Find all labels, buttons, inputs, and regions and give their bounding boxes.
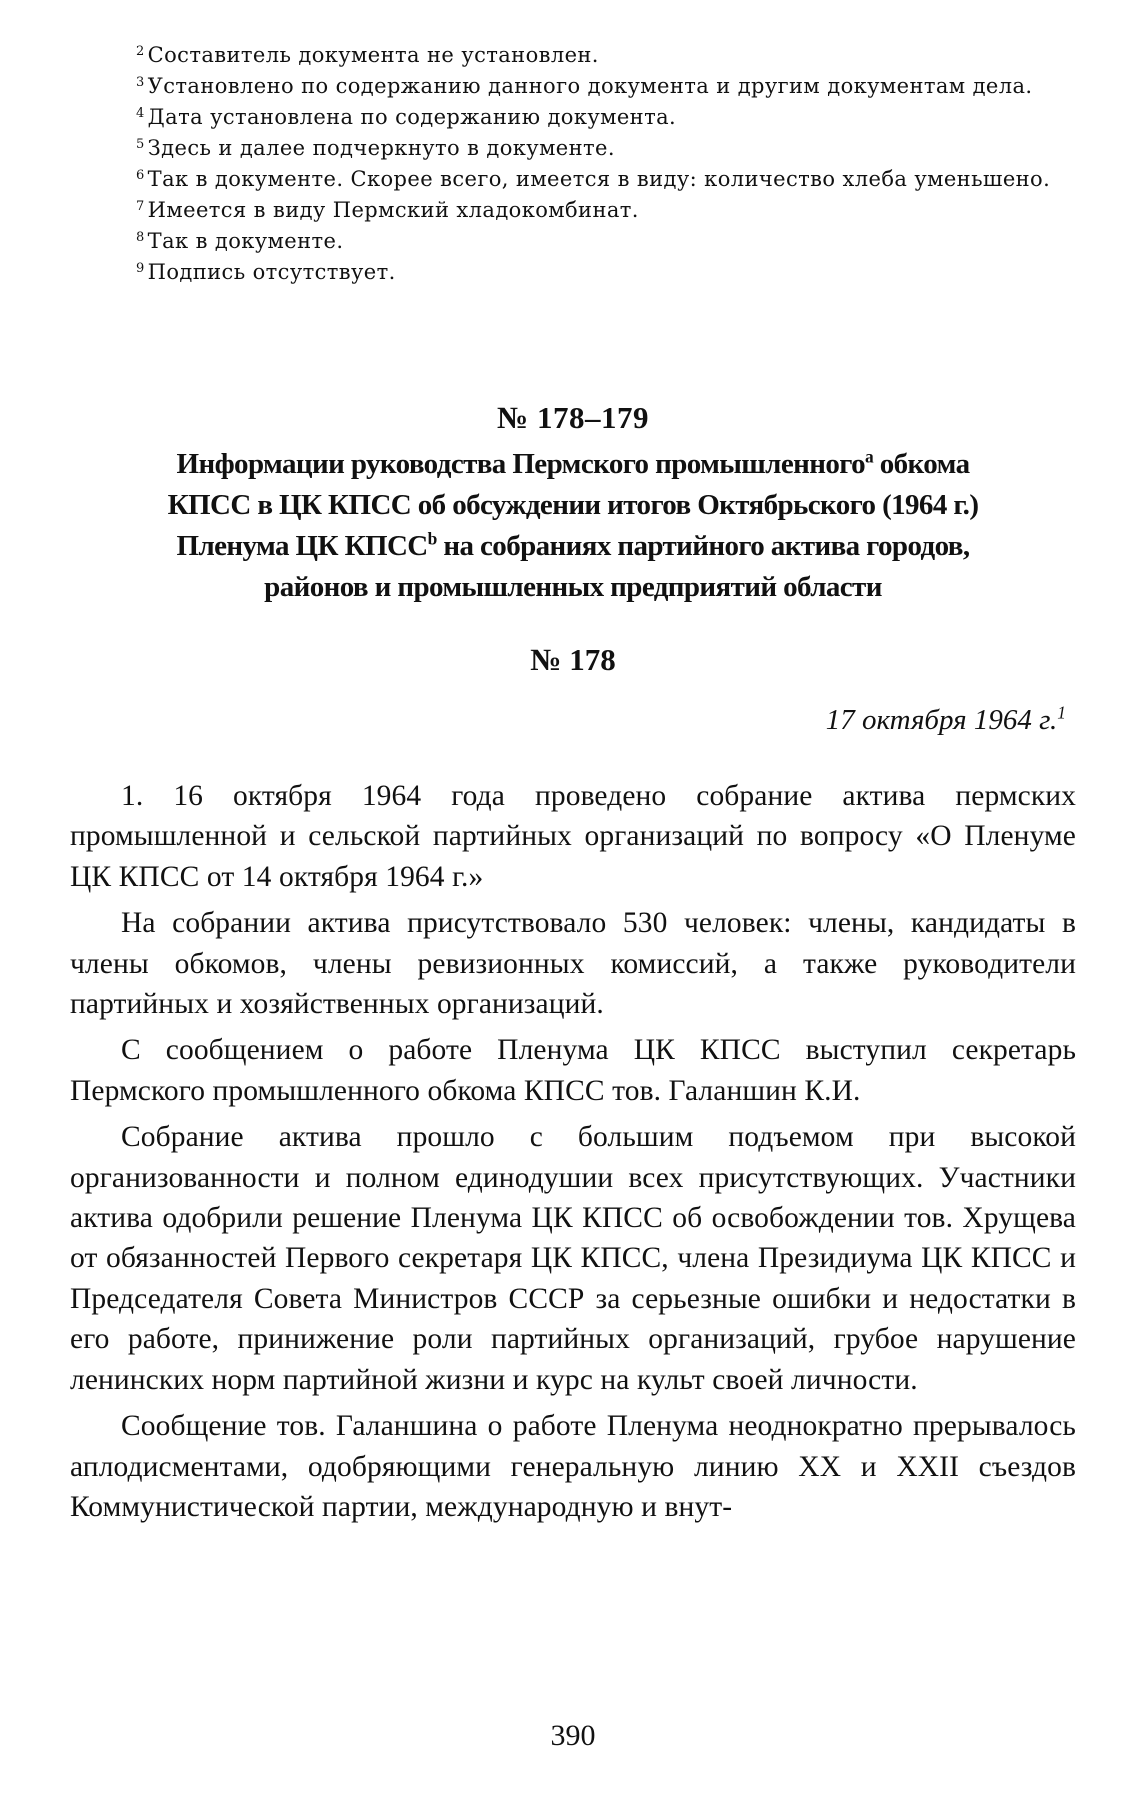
footnote — [70, 131, 1076, 162]
footnote — [70, 100, 1076, 131]
footnote-text: Здесь и далее подчеркнуто в документе. — [147, 136, 615, 160]
footnotes-section — [70, 38, 1076, 286]
footnote — [70, 255, 1076, 286]
footnote — [70, 193, 1076, 224]
footnote-text: Составитель документа не установлен. — [147, 43, 599, 67]
footnote-mark: 3 — [136, 75, 145, 90]
document-date — [70, 700, 1076, 740]
date-note-mark: 1 — [1057, 702, 1066, 723]
footnote-text: Имеется в виду Пермский хладокомбинат. — [147, 198, 639, 222]
title-text: Информации руководства Пермского промышленного — [176, 448, 865, 480]
footnote-text: Так в документе. — [147, 229, 344, 253]
footnote-mark: 8 — [136, 230, 145, 245]
footnote — [70, 224, 1076, 255]
body-paragraph: Собрание актива прошло с большим подъемом при высокой организованности и полном единодушии всех присутствующих. Участники актива одобрили решение Пленума ЦК КПСС об освобождении тов. Хрущева от обязанностей Первого секретаря ЦК КПСС, члена Президиума ЦК КПСС и Председателя Совета Министров СССР за серьезные ошибки и недостатки в его работе, принижение роли партийных организаций, грубое нарушение ленинских норм партийной жизни и курс на культ своей личности. — [70, 1121, 1076, 1396]
footnote — [70, 38, 1076, 69]
body-paragraph: 1. 16 октября 1964 года проведено собрание актива пермских промышленной и сельской партийных организаций по вопросу «О Пленуме ЦК КПСС от 14 октября 1964 г.» — [70, 780, 1076, 893]
footnote-text: Подпись отсутствует. — [147, 260, 396, 284]
document-title — [70, 444, 1076, 608]
footnote-text: Так в документе. Скорее всего, имеется в виду: количество хлеба уменьшено. — [147, 167, 1051, 191]
footnote-mark: 6 — [136, 168, 145, 183]
title-line: КПСС в ЦК КПСС об обсуждении итогов Октябрьского (1964 г.) — [167, 489, 979, 521]
footnote-mark: 4 — [136, 106, 145, 121]
page-number: 390 — [550, 1719, 596, 1752]
footnote-text: Дата установлена по содержанию документа. — [147, 105, 677, 129]
footnote — [70, 69, 1076, 100]
title-note-mark: b — [427, 528, 437, 549]
footnote-mark: 5 — [136, 137, 145, 152]
date-text: 17 октября 1964 г. — [825, 704, 1058, 736]
footnote-mark: 7 — [136, 199, 145, 214]
document-page — [70, 38, 1076, 1530]
title-line — [70, 444, 1076, 485]
document-number: № 178 — [530, 642, 616, 677]
body-paragraph: С сообщением о работе Пленума ЦК КПСС выступил секретарь Пермского промышленного обкома КПСС тов. Галаншин К.И. — [70, 1034, 1076, 1107]
title-text: на собраниях партийного актива городов, — [436, 530, 970, 562]
footnote — [70, 162, 1076, 193]
title-line: районов и промышленных предприятий области — [264, 571, 882, 603]
title-note-mark: a — [864, 446, 874, 467]
title-text: Пленума ЦК КПСС — [176, 530, 428, 562]
title-line — [70, 526, 1076, 567]
footnote-text: Установлено по содержанию данного документа и другим документам дела. — [147, 74, 1033, 98]
body-paragraph: Сообщение тов. Галаншина о работе Пленума неоднократно прерывалось аплодисментами, одобряющими генеральную линию XX и XXII съездов Коммунистической партии, международную и внут- — [70, 1410, 1076, 1523]
document-number-range: № 178–179 — [497, 400, 649, 435]
document-body — [70, 776, 1076, 1527]
document-heading — [70, 398, 1076, 680]
footnote-mark: 2 — [136, 44, 145, 59]
body-paragraph: На собрании актива присутствовало 530 человек: члены, кандидаты в члены обкомов, члены ревизионных комиссий, а также руководители партийных и хозяйственных организаций. — [70, 907, 1076, 1021]
footnote-mark: 9 — [136, 261, 145, 276]
title-text: обкома — [873, 448, 970, 480]
